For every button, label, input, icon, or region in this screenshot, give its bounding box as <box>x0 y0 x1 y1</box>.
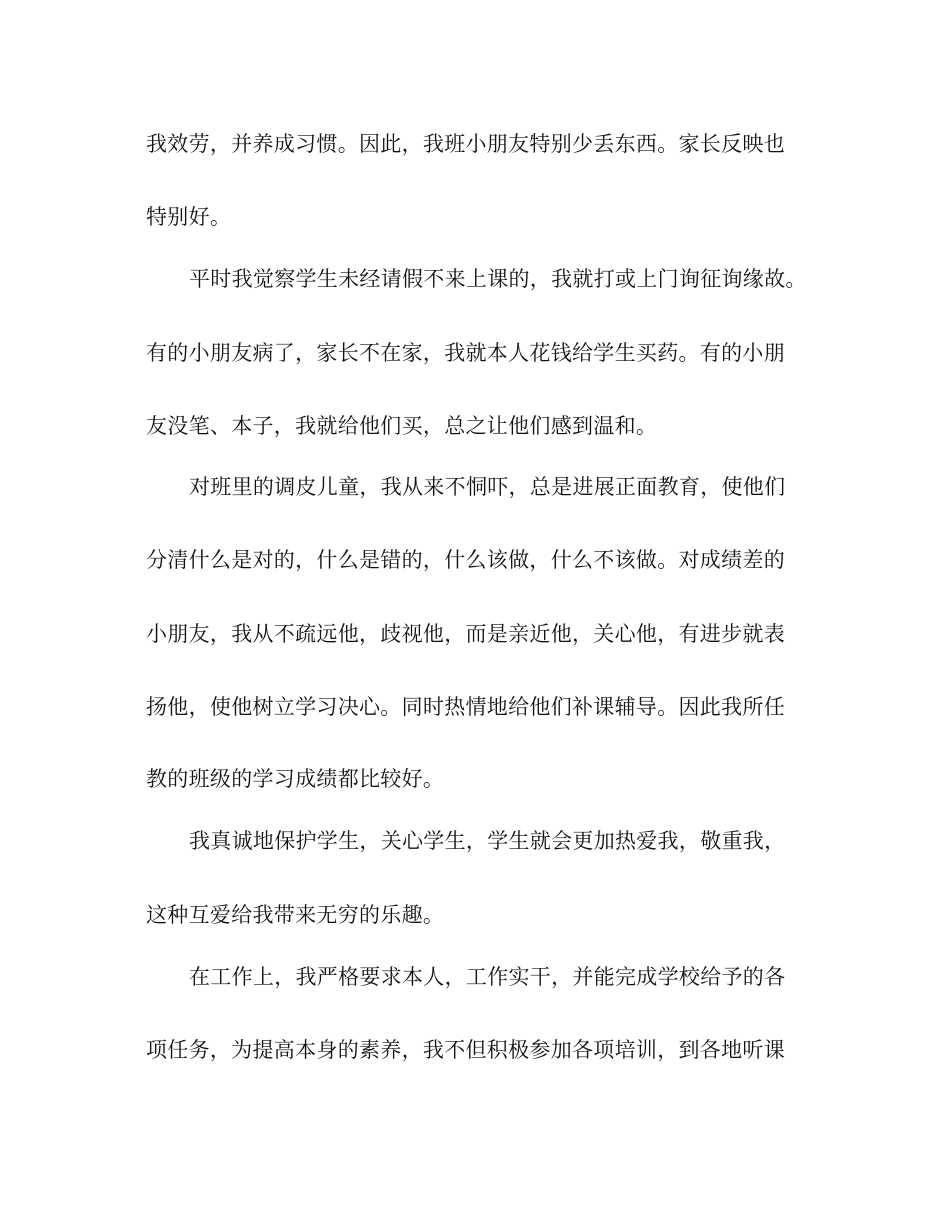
paragraph-first-line: 平时我觉察学生未经请假不来上课的，我就打或上门询征询缘故。 <box>189 267 807 291</box>
text-line: 分清什么是对的，什么是错的，什么该做，什么不该做。对成绩差的 <box>146 548 785 572</box>
text-line: 教的班级的学习成绩都比较好。 <box>146 767 445 791</box>
text-line: 项任务，为提高本身的素养，我不但积极参加各项培训，到各地听课 <box>146 1038 785 1062</box>
text-line: 我效劳，并养成习惯。因此，我班小朋友特别少丢东西。家长反映也 <box>146 132 785 156</box>
text-line: 这种互爱给我带来无穷的乐趣。 <box>146 903 445 927</box>
paragraph-first-line: 对班里的调皮儿童，我从来不恫吓，总是进展正面教育，使他们 <box>189 475 786 499</box>
text-line: 特别好。 <box>146 205 232 229</box>
text-line: 有的小朋友病了，家长不在家，我就本人花钱给学生买药。有的小朋 <box>146 341 785 365</box>
text-line: 小朋友，我从不疏远他，歧视他，而是亲近他，关心他，有进步就表 <box>146 622 785 646</box>
paragraph-first-line: 我真诚地保护学生，关心学生，学生就会更加热爱我，敬重我， <box>189 829 786 853</box>
text-line: 友没笔、本子，我就给他们买，总之让他们感到温和。 <box>146 414 658 438</box>
text-line: 扬他，使他树立学习决心。同时热情地给他们补课辅导。因此我所任 <box>146 695 785 719</box>
paragraph-first-line: 在工作上，我严格要求本人，工作实干，并能完成学校给予的各 <box>189 965 786 989</box>
